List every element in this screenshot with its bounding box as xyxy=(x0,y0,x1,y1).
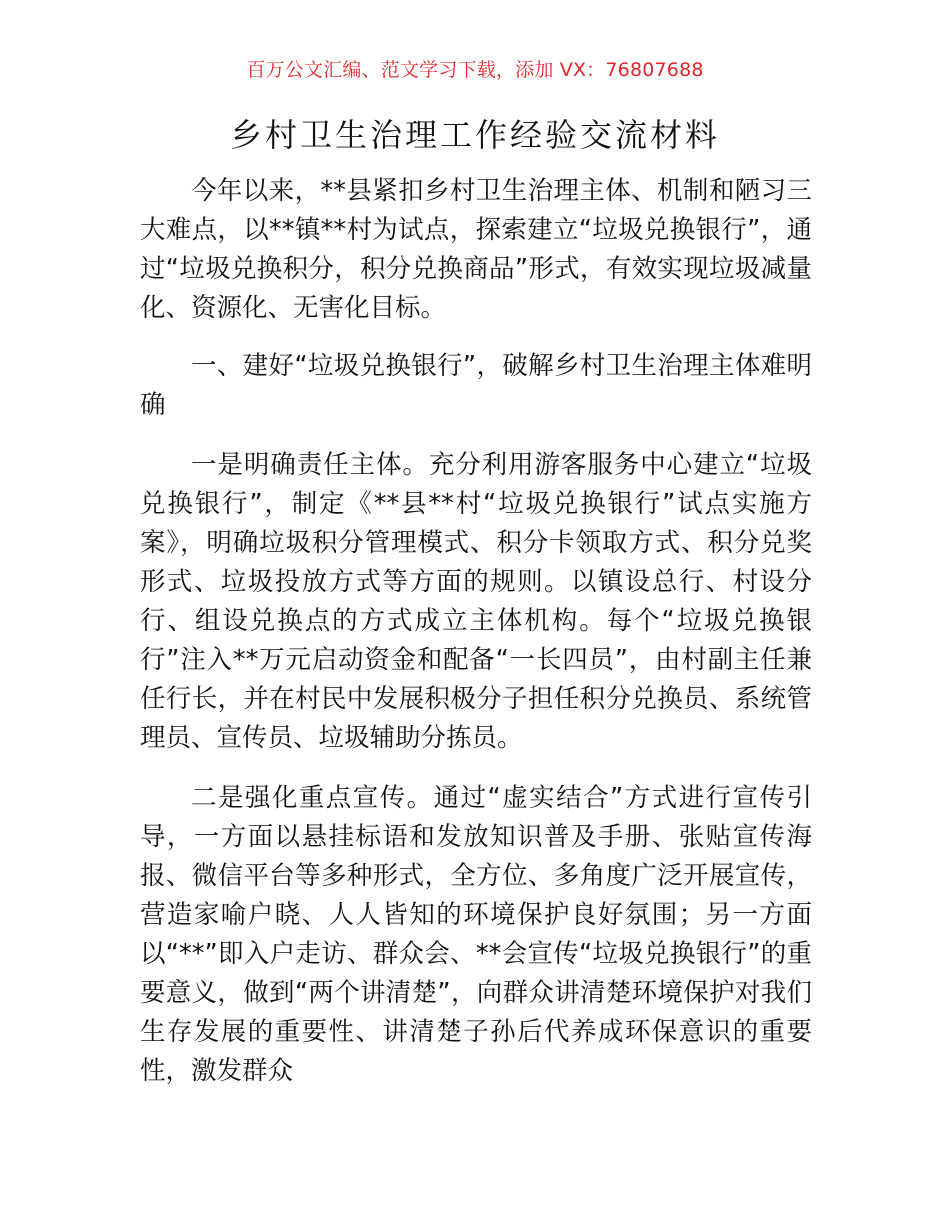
document-body xyxy=(140,172,812,1091)
intro-paragraph: 今年以来，**县紧扣乡村卫生治理主体、机制和陋习三大难点，以**镇**村为试点，探索建立“垃圾兑换银行”，通过“垃圾兑换积分，积分兑换商品”形式，有效实现垃圾减量化、资源化、无害化目标。 xyxy=(140,176,812,323)
paragraph-responsibility: 一是明确责任主体。充分利用游客服务中心建立“垃圾兑换银行”，制定《**县**村“垃圾兑换银行”试点实施方案》，明确垃圾积分管理模式、积分卡领取方式、积分兑奖形式、垃圾投放方式等方面的规则。以镇设总行、村设分行、组设兑换点的方式成立主体机构。每个“垃圾兑换银行”注入**万元启动资金和配备“一长四员”，由村副主任兼任行长，并在村民中发展积极分子担任积分兑换员、系统管理员、宣传员、垃圾辅助分拣员。 xyxy=(140,450,812,753)
paragraph-publicity: 二是强化重点宣传。通过“虚实结合”方式进行宣传引导，一方面以悬挂标语和发放知识普及手册、张贴宣传海报、微信平台等多种形式，全方位、多角度广泛开展宣传，营造家喻户晓、人人皆知的环境保护良好氛围；另一方面以“**”即入户走访、群众会、**会宣传“垃圾兑换银行”的重要意义，做到“两个讲清楚”，向群众讲清楚环境保护对我们生存发展的重要性、讲清楚子孙后代养成环保意识的重要性，激发群众 xyxy=(140,783,812,1086)
header-watermark-note: 百万公文汇编、范文学习下载，添加 VX：76807688 xyxy=(246,59,704,81)
section-heading-1: 一、建好“垃圾兑换银行”，破解乡村卫生治理主体难明确 xyxy=(140,351,812,420)
document-title: 乡村卫生治理工作经验交流材料 xyxy=(229,116,720,154)
